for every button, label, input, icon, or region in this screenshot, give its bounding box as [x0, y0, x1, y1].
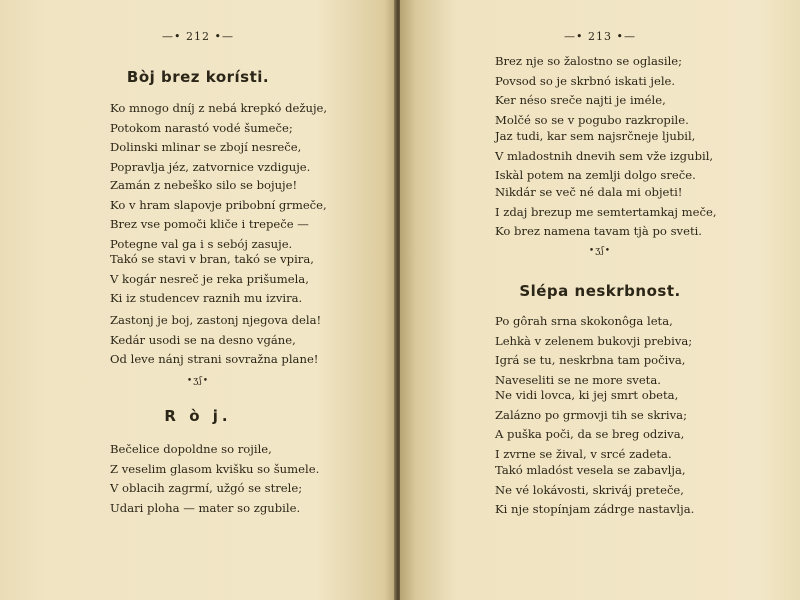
verse-line: Od leve nánj strani sovražna plane! — [110, 352, 319, 366]
verse-line: Ki nje stopínjam zádrge nastavlja. — [495, 502, 695, 516]
right-page — [400, 0, 800, 600]
verse-line: Potokom narastó vodé šumeče; — [110, 120, 293, 135]
stanza — [110, 176, 327, 254]
verse-line: Zalázno po grmovji tih se skriva; — [495, 407, 687, 422]
stanza — [495, 386, 687, 464]
stanza — [495, 312, 692, 390]
verse-line: Igrá se tu, neskrbna tam počiva, — [495, 353, 686, 367]
verse-line: Ki iz studencev raznih mu izvira. — [110, 291, 303, 305]
verse-line: Ne vidi lovca, ki jej smrt obeta, — [495, 388, 679, 402]
poem-title-boj: Bòj brez korísti. — [126, 68, 270, 86]
left-page — [0, 0, 396, 600]
section-ornament: •ʒʃ• — [588, 246, 612, 256]
verse-line: Ne vé lokávosti, skriváj preteče, — [495, 482, 684, 497]
stanza — [110, 99, 327, 177]
page-number-left: —• 212 •— — [162, 30, 234, 43]
verse-line: Nikdár se več né dala mi objeti! — [495, 185, 683, 199]
verse-line: Kedár usodi se na desno vgáne, — [110, 332, 296, 347]
verse-line: Ko brez namena tavam tjà po sveti. — [495, 224, 702, 238]
verse-line: Po gôrah srna skokonôga leta, — [495, 314, 673, 328]
stanza — [110, 250, 314, 309]
verse-line: Brez nje so žalostno se oglasile; — [495, 54, 683, 68]
verse-line: I zvrne se žival, v srcé zadeta. — [495, 446, 672, 461]
verse-line: Ko v hram slapovje pribobní grmeče, — [110, 197, 327, 212]
verse-line: A puška poči, da se breg odziva, — [495, 427, 685, 441]
verse-line: Molčé so se v pogubo razkropile. — [495, 112, 689, 127]
page-number-right: —• 213 •— — [564, 30, 636, 43]
verse-line: Lehkà v zelenem bukovji prebiva; — [495, 333, 693, 348]
stanza — [110, 440, 319, 518]
verse-line: Dolinski mlinar se zbojí nesreče, — [110, 140, 302, 154]
verse-line: Z veselim glasom kvišku so šumele. — [110, 461, 320, 476]
stanza — [110, 311, 321, 370]
verse-line: Ko mnogo dníj z nebá krepkó dežuje, — [110, 101, 328, 115]
verse-line: V oblacih zagrmí, užgó se strele; — [110, 481, 303, 495]
verse-line: I zdaj brezup me semtertamkaj meče, — [495, 204, 717, 219]
verse-line: V mladostnih dnevih sem vže izgubil, — [495, 148, 714, 163]
stanza — [495, 127, 713, 186]
verse-line: Bečelice dopoldne so rojile, — [110, 442, 272, 456]
verse-line: Potegne val ga i s sebój zasuje. — [110, 236, 293, 251]
section-ornament: •ʒʃ• — [186, 376, 210, 386]
verse-line: Udari ploha — mater so zgubile. — [110, 500, 301, 515]
verse-line: Naveseliti se ne more sveta. — [495, 372, 661, 387]
verse-line: Iskàl potem na zemlji dolgo sreče. — [495, 168, 696, 182]
verse-line: Povsod so je skrbnó iskati jele. — [495, 73, 676, 88]
verse-line: Takó mladóst vesela se zabavlja, — [495, 463, 686, 477]
stanza — [495, 183, 717, 242]
verse-line: Popravlja jéz, zatvornice vzdiguje. — [110, 159, 311, 174]
verse-line: Takó se stavi v bran, takó se vpira, — [110, 252, 314, 266]
verse-line: Zastonj je boj, zastonj njegova dela! — [110, 313, 322, 327]
stanza — [495, 461, 694, 520]
verse-line: Jaz tudi, kar sem najsrčneje ljubil, — [495, 129, 696, 143]
verse-line: Ker néso sreče najti je iméle, — [495, 93, 666, 107]
verse-line: V kogár nesreč je reka prišumela, — [110, 271, 309, 286]
verse-line: Zamán z nebeško silo se bojuje! — [110, 178, 298, 192]
stanza — [495, 52, 689, 130]
poem-title-roj: R ò j. — [164, 407, 232, 425]
poem-title-slepa-neskrbnost: Slépa neskrbnost. — [519, 282, 681, 300]
verse-line: Brez vse pomoči kliče i trepeče — — [110, 217, 309, 231]
